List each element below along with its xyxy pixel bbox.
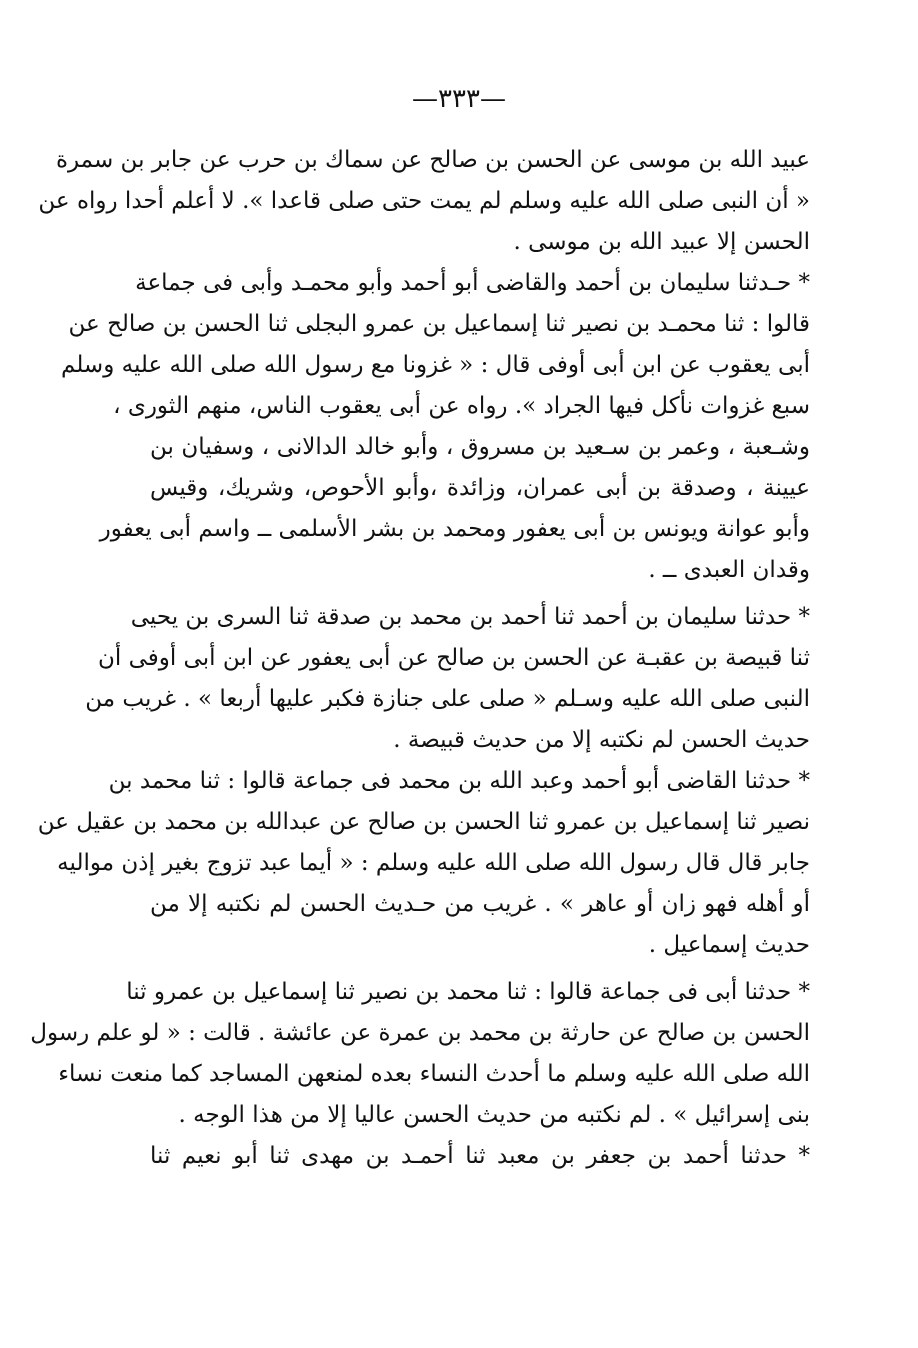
arabic-text-block <box>30 140 810 1177</box>
text-line: * حدثنا أبى فى جماعة قالوا : ثنا محمد بن نصير ثنا إسماعيل بن عمرو ثنا <box>126 979 810 1005</box>
text-line: حديث الحسن لم نكتبه إلا من حديث قبيصة . <box>393 727 810 753</box>
text-line: بنى إسرائيل » . لم نكتبه من حديث الحسن عاليا إلا من هذا الوجه . <box>178 1102 810 1128</box>
text-line: وقدان العبدى ــ . <box>648 557 810 583</box>
text-line: جابر قال قال رسول الله صلى الله عليه وسلم : « أيما عبد تزوج بغير إذن مواليه <box>57 850 810 876</box>
text-line: عبيد الله بن موسى عن الحسن بن صالح عن سماك بن حرب عن جابر بن سمرة <box>55 147 810 173</box>
text-line: ثنا قبيصة بن عقبـة عن الحسن بن صالح عن أبى يعفور عن ابن أبى أوفى أن <box>97 645 810 671</box>
text-line: * حدثنا سليمان بن أحمد ثنا أحمد بن محمد بن صدقة ثنا السرى بن يحيى <box>130 604 810 630</box>
text-line: وشـعبة ، وعمر بن سـعيد بن مسروق ، وأبو خالد الدالانى ، وسفيان بن <box>150 434 810 460</box>
text-line: عيينة ، وصدقة بن أبى عمران، وزائدة ،وأبو الأحوص، وشريك، وقيس <box>150 475 810 501</box>
text-line: قالوا : ثنا محمـد بن نصير ثنا إسماعيل بن عمرو البجلى ثنا الحسن بن صالح عن <box>68 311 810 337</box>
text-line: أو أهله فهو زان أو عاهر » . غريب من حـديث الحسن لم نكتبه إلا من <box>150 891 810 917</box>
text-line: وأبو عوانة ويونس بن أبى يعفور ومحمد بن بشر الأسلمى ــ واسم أبى يعفور <box>99 516 810 542</box>
text-line: النبى صلى الله عليه وسـلم « صلى على جنازة فكبر عليها أربعا » . غريب من <box>85 686 810 712</box>
text-line: * حدثنا القاضى أبو أحمد وعبد الله بن محمد فى جماعة قالوا : ثنا محمد بن <box>108 768 810 794</box>
text-line: * حدثنا أحمد بن جعفر بن معبد ثنا أحمـد بن مهدى ثنا أبو نعيم ثنا <box>150 1143 810 1169</box>
text-line: الله صلى الله عليه وسلم ما أحدث النساء بعده لمنعهن المساجد كما منعت نساء <box>58 1061 810 1087</box>
page-number: —٣٣٣— <box>412 84 506 114</box>
text-line: « أن النبى صلى الله عليه وسلم لم يمت حتى صلى قاعدا ». لا أعلم أحدا رواه عن <box>38 188 810 214</box>
text-line: * حـدثنا سليمان بن أحمد والقاضى أبو أحمد وأبو محمـد وأبى فى جماعة <box>135 270 810 296</box>
text-line: نصير ثنا إسماعيل بن عمرو ثنا الحسن بن صالح عن عبدالله بن محمد بن عقيل عن <box>37 809 810 835</box>
text-line: الحسن بن صالح عن حارثة بن محمد بن عمرة عن عائشة . قالت : « لو علم رسول <box>30 1020 810 1046</box>
text-line: الحسن إلا عبيد الله بن موسى . <box>513 229 810 255</box>
text-line: أبى يعقوب عن ابن أبى أوفى قال : « غزونا مع رسول الله صلى الله عليه وسلم <box>61 352 810 378</box>
text-line: سبع غزوات نأكل فيها الجراد ». رواه عن أبى يعقوب الناس، منهم الثورى ، <box>113 393 810 419</box>
text-line: حديث إسماعيل . <box>648 932 810 958</box>
